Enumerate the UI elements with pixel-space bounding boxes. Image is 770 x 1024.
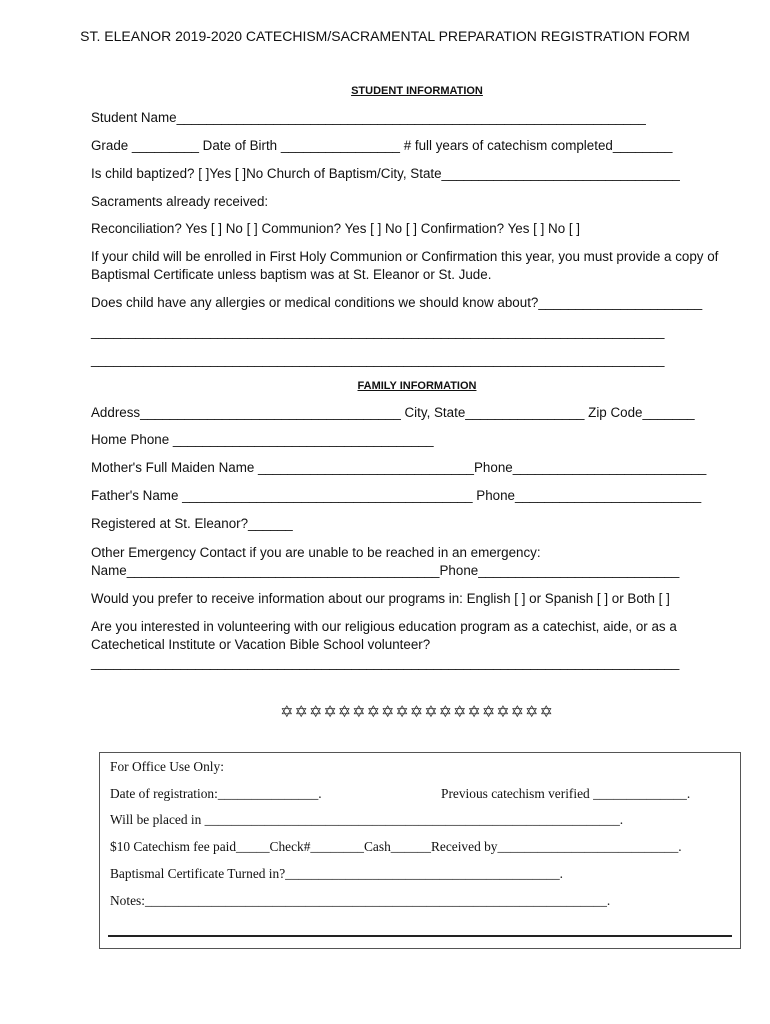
sacraments-checkboxes[interactable]: Reconciliation? Yes [ ] No [ ] Communion? Yes [ ] No [ ] Confirmation? Yes [ ] No [ ] bbox=[91, 221, 581, 236]
previous-catechism-field[interactable]: Previous catechism verified ______________. bbox=[441, 786, 691, 801]
registered-field[interactable]: Registered at St. Eleanor?______ bbox=[91, 516, 293, 531]
volunteer-answer-line[interactable]: _______________________________________________________________________________ bbox=[91, 655, 680, 670]
office-bottom-rule bbox=[108, 935, 732, 937]
grade-dob-field[interactable]: Grade _________ Date of Birth ________________ # full years of catechism completed________ bbox=[91, 138, 673, 153]
student-section-heading: STUDENT INFORMATION bbox=[351, 85, 483, 97]
allergies-extra-line-2[interactable]: _____________________________________________________________________________ bbox=[91, 352, 665, 367]
baptized-field[interactable]: Is child baptized? [ ]Yes [ ]No Church of Baptism/City, State________________________________ bbox=[91, 166, 680, 181]
certificate-note-1: If your child will be enrolled in First Holy Communion or Confirmation this year, you must provide a copy of bbox=[91, 249, 719, 264]
father-field[interactable]: Father's Name _______________________________________ Phone_________________________ bbox=[91, 488, 702, 503]
emergency-contact-label: Other Emergency Contact if you are unable to be reached in an emergency: bbox=[91, 545, 541, 560]
emergency-contact-field[interactable]: Name__________________________________________Phone___________________________ bbox=[91, 563, 680, 578]
address-field[interactable]: Address___________________________________ City, State________________ Zip Code_______ bbox=[91, 405, 695, 420]
form-title: ST. ELEANOR 2019-2020 CATECHISM/SACRAMENTAL PREPARATION REGISTRATION FORM bbox=[80, 28, 690, 44]
sacraments-label: Sacraments already received: bbox=[91, 194, 269, 209]
mother-field[interactable]: Mother's Full Maiden Name _____________________________Phone__________________________ bbox=[91, 460, 707, 475]
notes-field[interactable]: Notes:_____________________________________________________________________. bbox=[110, 893, 611, 908]
registration-date-field[interactable]: Date of registration:_______________. bbox=[110, 786, 322, 801]
student-name-field[interactable]: Student Name_______________________________________________________________ bbox=[91, 110, 646, 125]
placement-field[interactable]: Will be placed in ______________________________________________________________. bbox=[110, 812, 624, 827]
allergies-field[interactable]: Does child have any allergies or medical conditions we should know about?______________________ bbox=[91, 295, 703, 310]
allergies-extra-line-1[interactable]: _____________________________________________________________________________ bbox=[91, 324, 665, 339]
fee-field[interactable]: $10 Catechism fee paid_____Check#________Cash______Received by___________________________. bbox=[110, 839, 682, 854]
baptismal-certificate-field[interactable]: Baptismal Certificate Turned in?_________________________________________. bbox=[110, 866, 564, 881]
office-heading: For Office Use Only: bbox=[110, 759, 224, 774]
certificate-note-2: Baptismal Certificate unless baptism was at St. Eleanor or St. Jude. bbox=[91, 267, 492, 282]
office-use-box bbox=[99, 752, 741, 949]
star-divider: ✡✡✡✡✡✡✡✡✡✡✡✡✡✡✡✡✡✡✡ bbox=[280, 704, 554, 721]
volunteer-question-1: Are you interested in volunteering with our religious education program as a catechist, aide, or as a bbox=[91, 619, 677, 634]
family-section-heading: FAMILY INFORMATION bbox=[357, 380, 477, 392]
volunteer-question-2: Catechetical Institute or Vacation Bible School volunteer? bbox=[91, 637, 431, 652]
home-phone-field[interactable]: Home Phone ___________________________________ bbox=[91, 432, 434, 447]
language-preference-field[interactable]: Would you prefer to receive information about our programs in: English [ ] or Spanish [ ] or Both [ ] bbox=[91, 591, 670, 606]
